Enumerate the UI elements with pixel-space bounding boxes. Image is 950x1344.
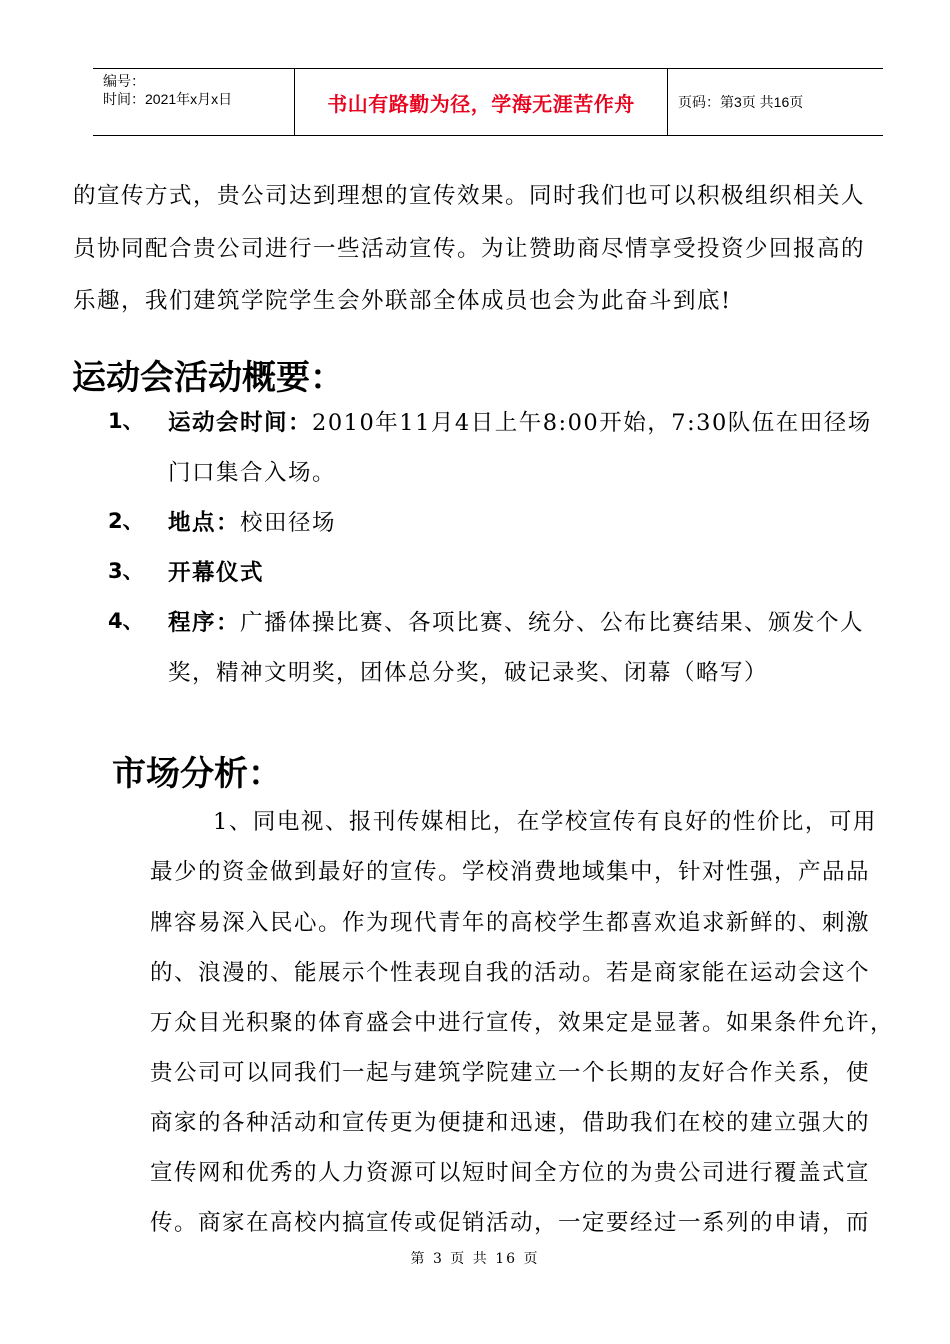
item-text: 2010年11月4日上午8:00开始，7:30队伍在田径场 (312, 410, 872, 436)
market-line-2: 最少的资金做到最好的宣传。学校消费地域集中，针对性强，产品品 (150, 859, 871, 885)
list-item-opening (168, 555, 264, 587)
item-label: 运动会时间： (168, 410, 313, 436)
motto-text: 书山有路勤为径，学海无涯苦作舟 (327, 91, 635, 116)
item-label: 开幕仪式 (168, 560, 265, 586)
header-left-cell (93, 69, 294, 135)
item-text: 广播体操比赛、各项比赛、统分、公布比赛结果、颁发个人 (240, 610, 865, 636)
intro-line-3: 乐趣，我们建筑学院学生会外联部全体成员也会为此奋斗到底! (73, 288, 732, 314)
market-line-5: 万众目光积聚的体育盛会中进行宣传，效果定是显著。如果条件允许， (150, 1010, 895, 1036)
list-item-time-continued: 门口集合入场。 (168, 460, 337, 486)
section-heading-overview: 运动会活动概要： (72, 358, 344, 398)
list-item-number: 4、 (108, 609, 144, 633)
item-label: 程序： (168, 610, 241, 636)
time-label: 时间：2021年x月x日 (103, 91, 233, 107)
list-item-number: 1、 (108, 409, 144, 433)
page-info: 页码：第3页 共16页 (678, 94, 804, 110)
list-item-number: 2、 (108, 509, 144, 533)
intro-line-2: 员协同配合贵公司进行一些活动宣传。为让赞助商尽情享受投资少回报高的 (73, 236, 866, 262)
market-line-3: 牌容易深入民心。作为现代青年的高校学生都喜欢追求新鲜的、刺激 (150, 910, 871, 936)
market-line-4: 的、浪漫的、能展示个性表现自我的活动。若是商家能在运动会这个 (150, 960, 871, 986)
list-item-program (168, 605, 864, 637)
market-line-6: 贵公司可以同我们一起与建筑学院建立一个长期的友好合作关系，使 (150, 1060, 871, 1086)
intro-line-1: 的宣传方式，贵公司达到理想的宣传效果。同时我们也可以积极组织相关人 (73, 183, 866, 209)
list-item-number: 3、 (108, 559, 144, 583)
list-item-time (168, 405, 872, 437)
item-text: 校田径场 (240, 510, 337, 536)
market-line-9: 传。商家在高校内搞宣传或促销活动，一定要经过一系列的申请，而 (150, 1210, 871, 1236)
page-footer: 第 3 页 共 16 页 (410, 1251, 540, 1267)
header-right-cell (668, 69, 883, 135)
list-item-program-continued: 奖，精神文明奖，团体总分奖，破记录奖、闭幕（略写） (168, 660, 769, 686)
section-heading-market-analysis: 市场分析： (112, 754, 282, 794)
page-header (93, 68, 883, 136)
market-line-8: 宣传网和优秀的人力资源可以短时间全方位的为贵公司进行覆盖式宣 (150, 1160, 871, 1186)
list-item-location (168, 505, 336, 537)
market-line-1: 1、同电视、报刊传媒相比，在学校宣传有良好的性价比，可用 (213, 809, 877, 835)
item-label: 地点： (168, 510, 241, 536)
market-line-7: 商家的各种活动和宣传更为便捷和迅速，借助我们在校的建立强大的 (150, 1110, 871, 1136)
doc-number-label: 编号： (103, 73, 145, 89)
header-motto-cell (294, 69, 668, 135)
